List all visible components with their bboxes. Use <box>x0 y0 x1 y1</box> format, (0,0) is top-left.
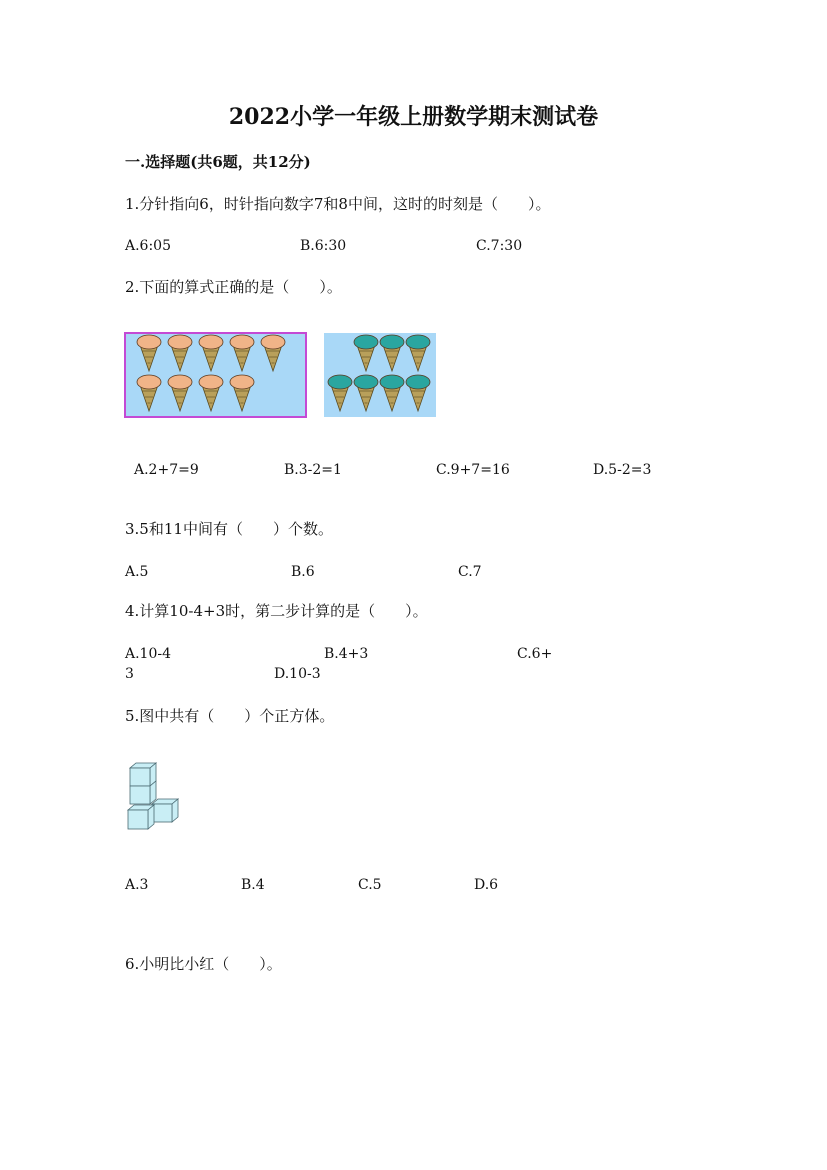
cubes-figure <box>126 762 182 832</box>
question-1-option-a: A.6:05 <box>125 238 171 254</box>
question-6-stem: 6.小明比小红（ ）。 <box>125 955 282 973</box>
question-1-stem: 1.分针指向6，时针指向数字7和8中间，这时的时刻是（ ）。 <box>125 195 551 213</box>
question-4-option-c: C.6+ <box>517 646 553 662</box>
question-3-option-b: B.6 <box>291 564 315 580</box>
question-1-option-b: B.6:30 <box>300 238 347 254</box>
question-4-option-a: A.10-4 <box>125 646 172 662</box>
question-3-option-c: C.7 <box>458 564 482 580</box>
question-2-option-a: A.2+7=9 <box>134 462 199 478</box>
question-3-option-a: A.5 <box>125 564 149 580</box>
question-5-option-c: C.5 <box>358 877 382 893</box>
question-2-stem: 2.下面的算式正确的是（ ）。 <box>125 278 342 296</box>
question-5-option-a: A.3 <box>125 877 149 893</box>
ice-cream-figure <box>124 332 438 420</box>
question-3-stem: 3.5和11中间有（ ）个数。 <box>125 520 333 538</box>
question-2-option-b: B.3-2=1 <box>284 462 342 478</box>
question-4-stem: 4.计算10-4+3时，第二步计算的是（ ）。 <box>125 602 428 620</box>
question-4-option-d: D.10-3 <box>274 666 321 682</box>
question-2-option-c: C.9+7=16 <box>436 462 510 478</box>
question-1-option-c: C.7:30 <box>476 238 523 254</box>
page-title: 2022小学一年级上册数学期末测试卷 <box>228 104 599 130</box>
question-4-option-b: B.4+3 <box>324 646 369 662</box>
question-4-option-c-wrap: 3 <box>125 666 134 682</box>
question-5-stem: 5.图中共有（ ）个正方体。 <box>125 707 335 725</box>
section-heading: 一.选择题(共6题，共12分) <box>125 153 311 171</box>
question-5-option-d: D.6 <box>474 877 499 893</box>
question-5-option-b: B.4 <box>241 877 265 893</box>
question-2-option-d: D.5-2=3 <box>593 462 652 478</box>
